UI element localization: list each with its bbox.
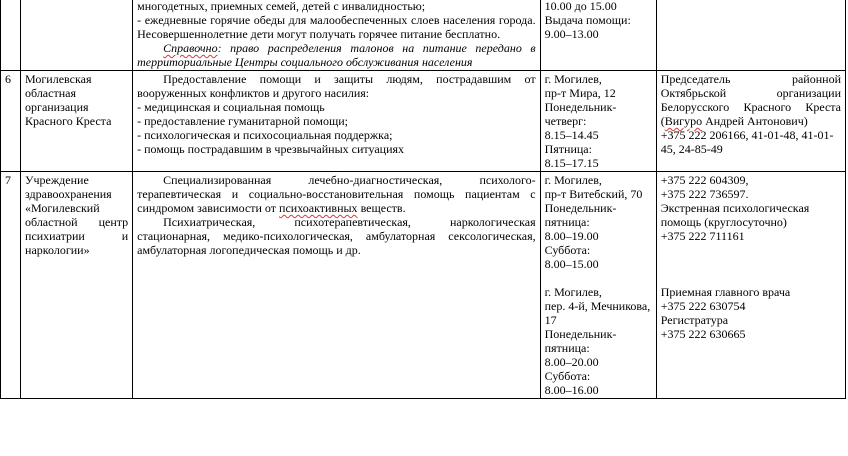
contacts-cell — [656, 71, 845, 172]
services-cell — [133, 71, 540, 172]
services-list-item: - помощь пострадавшим в чрезвычайных ситуациях — [137, 142, 405, 156]
contacts-cell — [656, 172, 845, 399]
address-cell — [540, 172, 656, 399]
services-line: - ежедневные горячие обеды для малообеспеченных слоев населения города. Несовершеннолетние дети могут получать горячее питание бесплатно. — [137, 13, 536, 41]
hours-line: Выдача помощи: — [544, 13, 631, 27]
note-text: : право распределения талонов на питание передано в территориальные Центры социального обслуживания населения — [137, 41, 536, 69]
hours-line: 8.00–15.00 — [544, 257, 599, 271]
row-number-cell: 7 — [1, 172, 21, 399]
hours-line: Суббота: — [544, 243, 591, 257]
address-line: Понедельник-пятница: — [544, 327, 617, 355]
organization-cell — [21, 0, 133, 71]
hours-line: 8.00–20.00 — [544, 355, 599, 369]
hours-line: 8.15–17.15 — [544, 156, 599, 170]
organization-cell: Могилевская областная организация Красного Креста — [21, 71, 133, 172]
registry-label: Регистратура — [660, 313, 729, 327]
hours-line: 8.00–19.00 — [544, 229, 599, 243]
services-cell — [133, 172, 540, 399]
services-paragraph: Психиатрическая, психотерапевтическая, наркологическая стационарная, медико-психологическая, амбулаторная сексологическая, амбулаторная логопедическая помощь и др. — [137, 215, 536, 257]
reception-label: Приемная главного врача — [660, 285, 791, 299]
hours-line: Понедельник-пятница: — [544, 201, 617, 229]
phone-line: +375 222 736597. — [660, 187, 749, 201]
phone-line: +375 222 604309, — [660, 173, 749, 187]
address-line: пр-т Витебский, 70 — [544, 187, 643, 201]
hours-line: 8.15–14.45 — [544, 128, 599, 142]
address-line: г. Могилев, — [544, 285, 602, 299]
hours-line: 8.00–16.00 — [544, 383, 599, 397]
address-line: г. Могилев, — [544, 72, 602, 86]
services-list-item: - медицинская и социальная помощь — [137, 100, 325, 114]
contacts-cell — [656, 0, 845, 71]
phone-line: +375 222 630754 — [660, 299, 746, 313]
row-number-cell: 6 — [1, 71, 21, 172]
hours-line: Суббота: — [544, 369, 591, 383]
hours-line: 9.00–13.00 — [544, 27, 599, 41]
hours-line: Понедельник-четверг: — [544, 100, 617, 128]
table-row — [1, 71, 846, 172]
address-cell — [540, 0, 656, 71]
services-list-item: - предоставление гуманитарной помощи; — [137, 114, 348, 128]
services-intro: Предоставление помощи и защиты людям, пострадавшим от вооруженных конфликтов и другого насилия: — [137, 72, 536, 100]
note-label: Справочно — [163, 41, 218, 55]
table-row — [1, 172, 846, 399]
address-line: пр-т Мира, 12 — [544, 86, 616, 100]
services-paragraph: Специализированная лечебно-диагностическая, психолого-терапевтическая и социально-восстановительная помощь пациентам с синдромом зависимости от психоактивных веществ. — [137, 173, 536, 215]
phone-numbers: +375 222 206166, 41-01-48, 41-01-45, 24-85-49 — [660, 128, 834, 156]
phone-line: +375 222 711161 — [660, 229, 745, 243]
hours-line: 10.00 до 15.00 — [544, 0, 617, 13]
services-cell — [133, 0, 540, 71]
row-number-cell — [1, 0, 21, 71]
address-cell — [540, 71, 656, 172]
services-line: многодетных, приемных семей, детей с инвалидностью; — [137, 0, 426, 13]
services-list-item: - психологическая и психосоциальная поддержка; — [137, 128, 393, 142]
address-line: пер. 4-й, Мечникова, 17 — [544, 299, 651, 327]
hotline-label: Экстренная психологическая помощь (круглосуточно) — [660, 201, 810, 229]
hours-line: Пятница: — [544, 142, 592, 156]
organization-cell: Учреждение здравоохранения «Могилевский областной центр психиатрии и наркологии» — [21, 172, 133, 399]
address-line: г. Могилев, — [544, 173, 602, 187]
contact-person: Председатель районной Октябрьской организации Белорусского Красного Креста (Вигуро Андрей Антонович) — [660, 72, 841, 128]
table-row — [1, 0, 846, 71]
phone-line: +375 222 630665 — [660, 327, 746, 341]
reference-note — [137, 41, 535, 69]
